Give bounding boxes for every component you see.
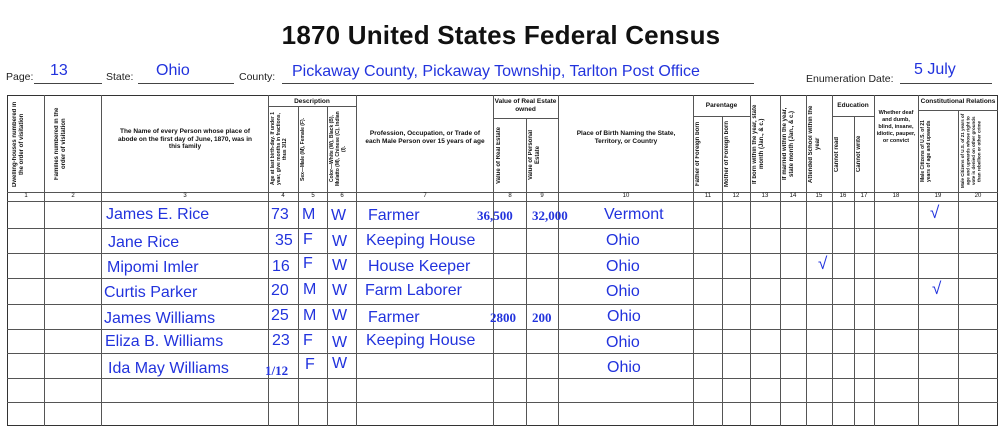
birth-place-cell: Ohio (607, 359, 641, 376)
column-number: 1 (24, 193, 28, 199)
school-cell: √ (818, 254, 828, 273)
age-cell: 25 (271, 307, 289, 324)
color-cell: W (332, 307, 348, 324)
name-cell: James E. Rice (106, 206, 210, 223)
color-cell: W (332, 355, 348, 372)
header-vote-denied: Male Citizens of U.S. of 21 years of age and upwards whose right to vote is denied on other grounds than rebellion or other crime (960, 113, 982, 189)
birth-place-cell: Ohio (606, 283, 640, 300)
color-cell: W (332, 257, 348, 274)
header-occupation: Profession, Occupation, or Trade of each Male Person over 15 years of age (365, 130, 485, 145)
page-title: 1870 United States Federal Census (281, 20, 721, 50)
occupation-cell: Keeping House (366, 232, 476, 249)
header-families: Families numbered in the order of visitation (54, 107, 67, 181)
sex-cell: M (302, 206, 316, 223)
birth-place-cell: Vermont (604, 206, 664, 223)
header-cannot-read: Cannot read (834, 136, 840, 172)
color-cell: W (332, 334, 348, 351)
name-cell: Eliza B. Williams (105, 333, 224, 350)
name-cell: Curtis Parker (104, 284, 198, 301)
sex-cell: F (303, 255, 313, 272)
birth-place-cell: Ohio (606, 334, 640, 351)
birth-place-cell: Ohio (606, 232, 640, 249)
column-number: 20 (974, 193, 982, 199)
header-father-foreign: Father of Foreign born (695, 121, 701, 187)
page-label: Page: (6, 71, 34, 83)
occupation-cell: Farmer (368, 207, 420, 224)
color-cell: W (331, 207, 347, 224)
column-number: 11 (704, 193, 712, 199)
age-cell: 73 (271, 206, 289, 223)
personal-estate-cell: 200 (532, 310, 552, 325)
citizen-cell: √ (930, 203, 940, 222)
state-value: Ohio (156, 62, 190, 79)
header-mother-foreign: Mother of Foreign born (724, 121, 730, 187)
color-cell: W (332, 233, 348, 250)
enumeration-date-value: 5 July (914, 61, 956, 78)
real-estate-cell: 36,500 (477, 208, 513, 223)
header-education: Education (837, 102, 869, 109)
color-cell: W (332, 282, 348, 299)
header-cannot-write: Cannot write (856, 135, 862, 173)
birth-place-cell: Ohio (606, 258, 640, 275)
age-cell: 16 (272, 258, 290, 275)
column-number: 17 (860, 193, 868, 199)
header-married-within-year: If married within the year, state month (Jan., & c.) (782, 107, 795, 181)
column-number: 14 (789, 193, 797, 199)
header-parentage: Parentage (705, 102, 738, 109)
age-cell: 23 (272, 332, 290, 349)
personal-estate-cell: 32,000 (532, 208, 568, 223)
sex-cell: M (303, 281, 317, 298)
state-label: State: (106, 71, 134, 83)
column-number: 15 (815, 193, 823, 199)
page-value: 13 (50, 62, 68, 79)
header-dwelling-houses: Dwelling-houses numbered in the order of visitation (12, 101, 25, 187)
column-number: 7 (423, 193, 427, 199)
sex-cell: F (303, 231, 313, 248)
header-attended-school: Attended School within the year (808, 105, 821, 183)
county-label: County: (239, 71, 276, 83)
column-number: 19 (934, 193, 942, 199)
header-age: Age at last birth-day. If under 1 year, give months in fractions, thus 3/12 (270, 112, 288, 186)
header-constitutional: Constitutional Relations (920, 98, 996, 105)
column-number: 13 (761, 193, 769, 199)
occupation-cell: Keeping House (366, 332, 476, 349)
age-cell: 20 (271, 282, 289, 299)
column-number: 10 (622, 193, 630, 199)
citizen-cell: √ (932, 279, 942, 298)
header-real-estate: Value of Real Estate (496, 126, 502, 184)
occupation-cell: House Keeper (368, 258, 471, 275)
column-number: 12 (732, 193, 740, 199)
name-cell: Jane Rice (108, 234, 180, 251)
header-color: Color—White (W), Black (B), Mulatto (M), Chinese (C), Indian (I). (329, 111, 347, 187)
column-number: 4 (281, 193, 285, 199)
name-cell: Ida May Williams (108, 360, 229, 377)
header-name: The Name of every Person whose place of abode on the first day of June, 1870, was in this family (117, 128, 252, 150)
column-number: 5 (311, 193, 315, 199)
name-cell: James Williams (104, 310, 216, 327)
header-personal-estate: Value of Personal Estate (528, 129, 541, 181)
header-description: Description (294, 98, 330, 105)
column-number: 9 (540, 193, 544, 199)
header-deaf-dumb: Whether deaf and dumb, blind, insane, idiotic, pauper, or convict (876, 110, 916, 144)
sex-cell: M (303, 307, 317, 324)
age-cell: 35 (275, 232, 293, 249)
enumeration-date-label: Enumeration Date: (806, 73, 894, 85)
column-number: 18 (892, 193, 900, 199)
sex-cell: F (305, 356, 315, 373)
real-estate-cell: 2800 (490, 310, 516, 325)
header-born-within-year: If born within the year, state month (Jan., & c.) (752, 104, 765, 184)
header-value-group: Value of Real Estate owned (494, 98, 557, 113)
column-number: 2 (71, 193, 75, 199)
column-number: 6 (340, 193, 344, 199)
header-place-of-birth: Place of Birth Naming the State, Territory, or Country (576, 130, 676, 145)
name-cell: Mipomi Imler (107, 259, 199, 276)
header-male-citizens: Male Citizens of U.S. of 21 years of age and upwards (920, 120, 932, 182)
birth-place-cell: Ohio (607, 308, 641, 325)
header-sex: Sex—Male (M), Female (F). (300, 117, 306, 181)
age-cell: 1/12 (265, 363, 289, 378)
column-number: 3 (183, 193, 187, 199)
occupation-cell: Farm Laborer (365, 282, 462, 299)
county-value: Pickaway County, Pickaway Township, Tarlton Post Office (292, 63, 700, 80)
column-number: 16 (839, 193, 847, 199)
sex-cell: F (303, 332, 313, 349)
column-number: 8 (508, 193, 512, 199)
occupation-cell: Farmer (368, 309, 420, 326)
